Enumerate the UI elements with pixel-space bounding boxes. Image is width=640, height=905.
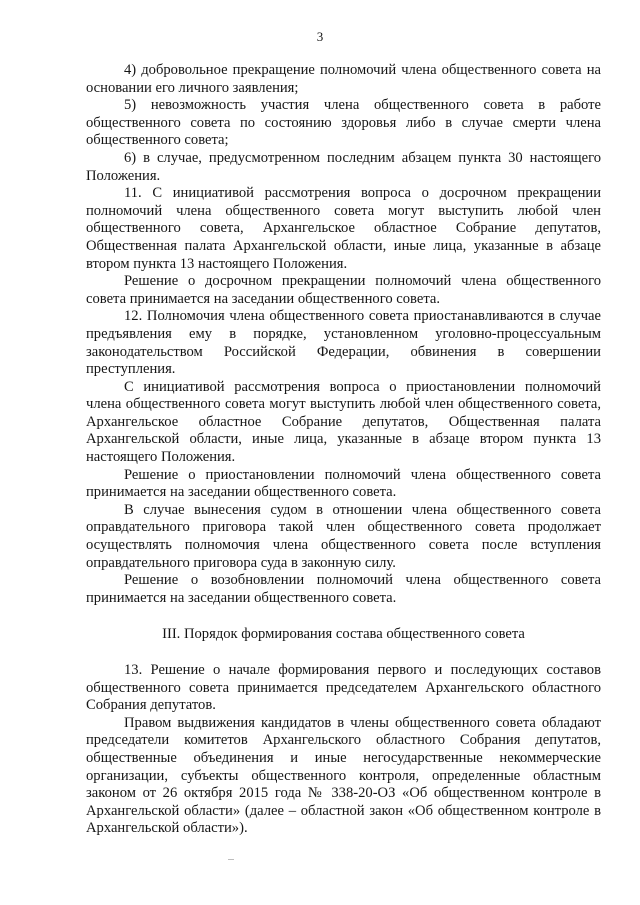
paragraph-clause-12: 12. Полномочия члена общественного совета приостанавливаются в случае предъявления ему в порядке, установленном уголовно-процессуальным законодательством Российской Федерации, обвинения в совершении преступления. xyxy=(86,308,601,378)
page-number: 3 xyxy=(316,29,324,44)
scan-mark xyxy=(228,859,234,860)
paragraph-nomination-right: Правом выдвижения кандидатов в члены общественного совета обладают председатели комитетов Архангельского областного Собрания депутатов, общественные объединения и иные негосударственные некоммерческие организации, субъекты общественного контроля, определенные областным законом от 26 октября 2015 года № 338-20-ОЗ «Об общественном контроле в Архангельской области» (далее – областной закон «Об общественном контроле в Архангельской области»). xyxy=(86,714,601,837)
paragraph-clause-13: 13. Решение о начале формирования первого и последующих составов общественного совета принимается председателем Архангельского областного Собрания депутатов. xyxy=(86,662,601,714)
paragraph-early-termination-decision: Решение о досрочном прекращении полномочий члена общественного совета принимается на заседании общественного совета. xyxy=(86,273,601,307)
section-heading: III. Порядок формирования состава общественного совета xyxy=(162,626,525,643)
paragraph-item-6: 6) в случае, предусмотренном последним абзацем пункта 30 настоящего Положения. xyxy=(86,149,601,184)
paragraph-suspension-decision: Решение о приостановлении полномочий члена общественного совета принимается на заседании общественного совета. xyxy=(86,466,601,501)
paragraph-clause-11: 11. С инициативой рассмотрения вопроса о досрочном прекращении полномочий члена общественного совета могут выступить любой член общественного совета, Архангельское областное Собрание депутатов, Общественная палата Архангельской области, иные лица, указанные в абзаце втором пункта 13 настоящего Положения. xyxy=(86,185,601,272)
paragraph-acquittal: В случае вынесения судом в отношении члена общественного совета оправдательного приговора такой член общественного совета продолжает осуществлять полномочия члена общественного совета после вступления оправдательного приговора суда в законную силу. xyxy=(86,501,601,571)
paragraph-item-4: 4) добровольное прекращение полномочий члена общественного совета на основании его личного заявления; xyxy=(86,62,601,96)
document-body xyxy=(86,62,601,838)
paragraph-item-5: 5) невозможность участия члена общественного совета в работе общественного совета по состоянию здоровья либо в случае смерти члена общественного совета; xyxy=(86,97,601,149)
paragraph-resumption-decision: Решение о возобновлении полномочий члена общественного совета принимается на заседании общественного совета. xyxy=(86,572,601,606)
paragraph-suspension-initiative: С инициативой рассмотрения вопроса о приостановлении полномочий члена общественного совета могут выступить любой член общественного совета, Архангельское областное Собрание депутатов, Общественная палата Архангельской области, иные лица, указанные в абзаце втором пункта 13 настоящего Положения. xyxy=(86,378,601,466)
